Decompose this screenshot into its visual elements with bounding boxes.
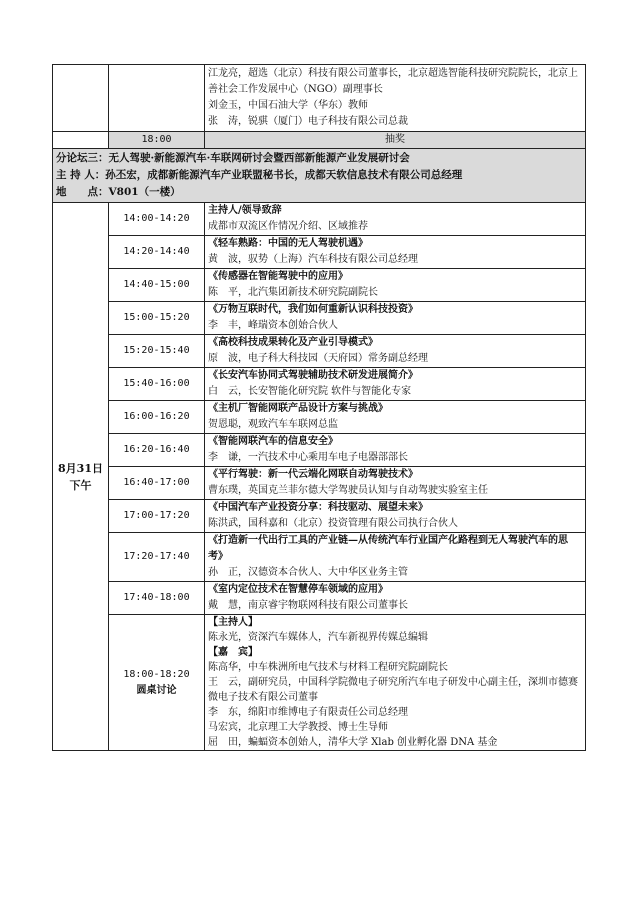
forum-title: 分论坛三：无人驾驶·新能源汽车·车联网研讨会暨西部新能源产业发展研讨会	[56, 152, 410, 164]
roundtable-guest: 屈 田，蝙蝠资本创始人，清华大学 Xlab 创业孵化器 DNA 基金	[208, 737, 498, 748]
session-speaker: 陈 平，北汽集团新技术研究院副院长	[208, 287, 378, 298]
session-cell	[205, 269, 586, 302]
session-title: 《传感器在智能驾驶中的应用》	[208, 271, 348, 282]
roundtable-time: 18:00-18:20	[123, 668, 190, 680]
session-speaker: 曹东璞，英国克兰菲尔德大学驾驶员认知与自动驾驶实验室主任	[208, 485, 488, 496]
session-title: 《主机厂智能网联产品设计方案与挑战》	[208, 403, 388, 414]
empty-cell	[53, 132, 109, 149]
session-speaker: 孙 正，汉德资本合伙人、大中华区业务主管	[208, 567, 408, 578]
session-row	[53, 302, 586, 335]
session-title: 《万物互联时代，我们如何重新认识科技投资》	[208, 304, 418, 315]
agenda-table	[52, 64, 586, 751]
session-title: 《智能网联汽车的信息安全》	[208, 436, 338, 447]
roundtable-label: 圆桌讨论	[136, 684, 177, 696]
roundtable-host-heading: 【主持人】	[208, 617, 258, 628]
session-cell	[205, 236, 586, 269]
agenda-sheet	[52, 64, 586, 751]
session-time: 14:40-15:00	[109, 269, 205, 302]
session-time: 15:00-15:20	[109, 302, 205, 335]
session-time: 16:20-16:40	[109, 434, 205, 467]
session-row	[53, 335, 586, 368]
guest-entry: 张 涛，锐骐（厦门）电子科技有限公司总裁	[208, 116, 408, 127]
session-cell	[205, 500, 586, 533]
session-cell	[205, 533, 586, 582]
roundtable-time-cell	[109, 615, 205, 751]
session-title: 《平行驾驶：新一代云端化网联自动驾驶技术》	[208, 469, 418, 480]
empty-cell	[53, 65, 109, 132]
session-row	[53, 533, 586, 582]
session-speaker: 原 波，电子科大科技园（天府园）常务副总经理	[208, 353, 428, 364]
session-speaker: 李 丰，峰瑞资本创始合伙人	[208, 320, 338, 331]
session-speaker: 白 云，长安智能化研究院 软件与智能化专家	[208, 386, 412, 397]
session-speaker: 贺恩聪，观致汽车车联网总监	[208, 419, 338, 430]
session-speaker: 陈洪武，国科嘉和（北京）投资管理有限公司执行合伙人	[208, 518, 458, 529]
session-title: 《高校科技成果转化及产业引导模式》	[208, 337, 378, 348]
session-time: 17:40-18:00	[109, 582, 205, 615]
session-row	[53, 203, 586, 236]
roundtable-host: 陈永光，资深汽车媒体人，汽车新视界传媒总编辑	[208, 632, 428, 643]
raffle-time: 18:00	[109, 132, 205, 149]
session-speaker: 李 谦，一汽技术中心乘用车电子电器部部长	[208, 452, 408, 463]
session-time: 17:00-17:20	[109, 500, 205, 533]
session-title: 《室内定位技术在智慧停车领域的应用》	[208, 584, 388, 595]
session-speaker: 成都市双流区作情况介绍、区域推荐	[208, 221, 368, 232]
session-row	[53, 582, 586, 615]
session-speaker: 戴 慧，南京睿宇物联网科技有限公司董事长	[208, 600, 408, 611]
guest-entry: 刘金玉，中国石油大学（华东）教师	[208, 100, 368, 111]
roundtable-guest: 马宏宾，北京理工大学教授、博士生导师	[208, 722, 388, 733]
forum-header-row	[53, 149, 586, 203]
guest-entry: 江龙亮，超选（北京）科技有限公司董事长，北京超选智能科技研究院院长，北京上善社会工作发展中心（NGO）副理事长	[208, 68, 578, 95]
session-cell	[205, 368, 586, 401]
session-time: 17:20-17:40	[109, 533, 205, 582]
session-time: 16:00-16:20	[109, 401, 205, 434]
session-title: 主持人/领导致辞	[208, 205, 282, 216]
session-row	[53, 269, 586, 302]
raffle-label: 抽奖	[205, 132, 586, 149]
forum-venue: 地 点：V801（一楼）	[56, 186, 181, 198]
session-time: 14:00-14:20	[109, 203, 205, 236]
forum-host: 主 持 人：孙丕宏，成都新能源汽车产业联盟秘书长，成都天软信息技术有限公司总经理	[56, 169, 463, 181]
roundtable-cell	[205, 615, 586, 751]
session-cell	[205, 203, 586, 236]
session-time: 15:20-15:40	[109, 335, 205, 368]
forum-header	[53, 149, 586, 203]
session-cell	[205, 434, 586, 467]
roundtable-row	[53, 615, 586, 751]
session-cell	[205, 335, 586, 368]
session-row	[53, 368, 586, 401]
day-label: 8月31日 下午	[53, 203, 109, 751]
session-row	[53, 434, 586, 467]
session-title: 《轻车熟路：中国的无人驾驶机遇》	[208, 238, 368, 249]
session-title: 《打造新一代出行工具的产业链—从传统汽车行业国产化路程到无人驾驶汽车的思考》	[208, 535, 568, 562]
session-time: 15:40-16:00	[109, 368, 205, 401]
session-row	[53, 236, 586, 269]
roundtable-guest: 李 东，绵阳市维博电子有限责任公司总经理	[208, 707, 408, 718]
table-row	[53, 65, 586, 132]
session-cell	[205, 401, 586, 434]
roundtable-guests-heading: 【嘉 宾】	[208, 647, 258, 658]
session-title: 《长安汽车协同式驾驶辅助技术研发进展简介》	[208, 370, 418, 381]
empty-cell	[109, 65, 205, 132]
guest-list	[205, 65, 586, 132]
session-cell	[205, 467, 586, 500]
session-cell	[205, 302, 586, 335]
session-time: 16:40-17:00	[109, 467, 205, 500]
session-row	[53, 467, 586, 500]
session-title: 《中国汽车产业投资分享：科技驱动、展望未来》	[208, 502, 428, 513]
roundtable-guest: 王 云，副研究员，中国科学院微电子研究所汽车电子研发中心副主任，深圳市德赛微电子技术有限公司董事	[208, 677, 578, 703]
session-row	[53, 401, 586, 434]
session-time: 14:20-14:40	[109, 236, 205, 269]
table-row	[53, 132, 586, 149]
roundtable-guest: 陈高华，中车株洲所电气技术与材料工程研究院副院长	[208, 662, 448, 673]
session-cell	[205, 582, 586, 615]
session-row	[53, 500, 586, 533]
session-speaker: 黄 波，驭势（上海）汽车科技有限公司总经理	[208, 254, 418, 265]
